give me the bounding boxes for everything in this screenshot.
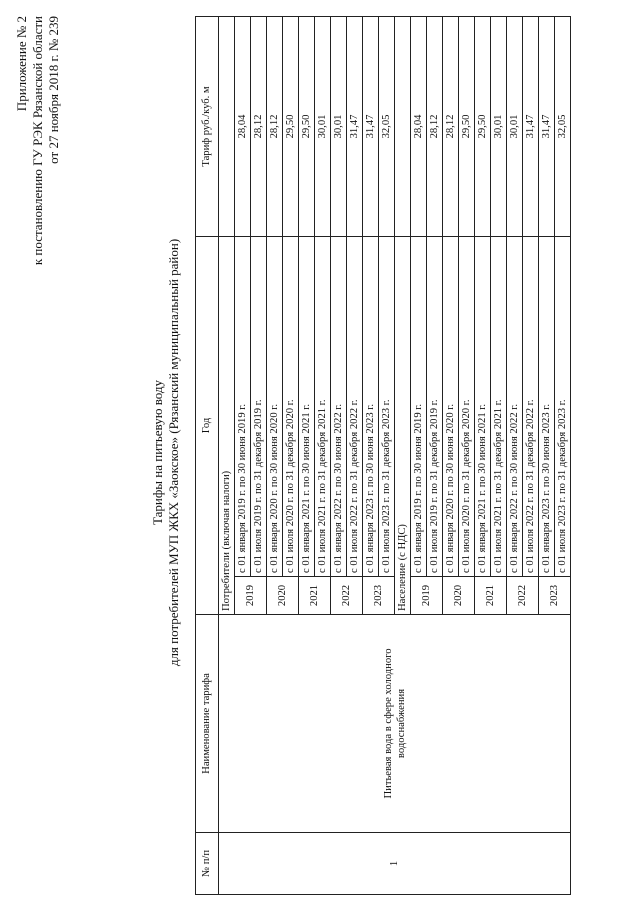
consumer-group-label: Потребители (включая налоги) xyxy=(219,236,235,614)
appendix-label: Приложение № 2 xyxy=(14,16,29,112)
tariff-value-cell: 29,50 xyxy=(459,16,475,236)
tariff-name: Питьевая вода в сфере холодного водоснабжения xyxy=(219,615,571,833)
period-cell: с 01 января 2022 г. по 30 июня 2022 г. xyxy=(331,236,347,576)
column-header-name: Наименование тарифа xyxy=(196,615,219,833)
table-body xyxy=(219,16,571,894)
period-cell: с 01 июля 2019 г. по 31 декабря 2019 г. xyxy=(251,236,267,576)
tariff-value-cell: 28,12 xyxy=(251,16,267,236)
tariff-value-cell: 32,05 xyxy=(555,16,571,236)
tariff-table xyxy=(195,16,571,895)
period-cell: с 01 января 2019 г. по 30 июня 2019 г. xyxy=(411,236,427,576)
period-cell: с 01 июля 2021 г. по 31 декабря 2021 г. xyxy=(491,236,507,576)
period-cell: с 01 июля 2020 г. по 31 декабря 2020 г. xyxy=(459,236,475,576)
period-cell: с 01 января 2021 г. по 30 июня 2021 г. xyxy=(299,236,315,576)
tariff-value-cell: 32,05 xyxy=(379,16,395,236)
period-cell: с 01 января 2022 г. по 30 июня 2022 г. xyxy=(507,236,523,576)
period-cell: с 01 января 2020 г. по 30 июня 2020 г. xyxy=(443,236,459,576)
year-cell: 2019 xyxy=(411,577,443,615)
tariff-value-cell: 30,01 xyxy=(507,16,523,236)
tariff-value-cell: 29,50 xyxy=(475,16,491,236)
year-cell: 2021 xyxy=(299,577,331,615)
tariff-value-cell: 31,47 xyxy=(539,16,555,236)
tariff-value-cell: 31,47 xyxy=(363,16,379,236)
tariff-value-cell: 31,47 xyxy=(523,16,539,236)
year-cell: 2022 xyxy=(507,577,539,615)
tariff-value-cell: 30,01 xyxy=(315,16,331,236)
period-cell: с 01 января 2021 г. по 30 июня 2021 г. xyxy=(475,236,491,576)
tariff-value-cell: 28,12 xyxy=(267,16,283,236)
period-cell: с 01 июля 2020 г. по 31 декабря 2020 г. xyxy=(283,236,299,576)
tariff-value-cell: 30,01 xyxy=(491,16,507,236)
period-cell: с 01 июля 2022 г. по 31 декабря 2022 г. xyxy=(347,236,363,576)
year-cell: 2020 xyxy=(443,577,475,615)
tariff-value-cell: 29,50 xyxy=(283,16,299,236)
year-cell: 2022 xyxy=(331,577,363,615)
year-cell: 2020 xyxy=(267,577,299,615)
period-cell: с 01 июля 2023 г. по 31 декабря 2023 г. xyxy=(379,236,395,576)
period-cell: с 01 июля 2023 г. по 31 декабря 2023 г. xyxy=(555,236,571,576)
tariff-value-cell: 28,12 xyxy=(427,16,443,236)
document-title: Тарифы на питьевую воду xyxy=(150,380,165,525)
period-cell: с 01 июля 2019 г. по 31 декабря 2019 г. xyxy=(427,236,443,576)
tariff-value-cell: 29,50 xyxy=(299,16,315,236)
group-row xyxy=(219,16,235,894)
decree-date: от 27 ноября 2018 г. № 239 xyxy=(46,16,61,164)
tariff-value-cell: 30,01 xyxy=(331,16,347,236)
group-tariff-empty xyxy=(219,16,235,236)
period-cell: с 01 января 2023 г. по 30 июня 2023 г. xyxy=(363,236,379,576)
tariff-value-cell: 31,47 xyxy=(347,16,363,236)
period-cell: с 01 января 2020 г. по 30 июня 2020 г. xyxy=(267,236,283,576)
tariff-value-cell: 28,04 xyxy=(235,16,251,236)
decree-reference: к постановлению ГУ РЭК Рязанской области xyxy=(30,16,45,266)
year-cell: 2019 xyxy=(235,577,267,615)
tariff-value-cell: 28,04 xyxy=(411,16,427,236)
table-header-row xyxy=(196,16,219,894)
document-subtitle: для потребителей МУП ЖКХ «Заокское» (Рязанский муниципальный район) xyxy=(166,238,181,667)
consumer-group-label: Население (с НДС) xyxy=(395,236,411,614)
year-cell: 2023 xyxy=(363,577,395,615)
group-tariff-empty xyxy=(395,16,411,236)
column-header-tariff: Тариф руб./куб. м xyxy=(196,16,219,236)
period-cell: с 01 июля 2021 г. по 31 декабря 2021 г. xyxy=(315,236,331,576)
period-cell: с 01 января 2023 г. по 30 июня 2023 г. xyxy=(539,236,555,576)
tariff-value-cell: 28,12 xyxy=(443,16,459,236)
column-header-year: Год xyxy=(196,236,219,614)
year-cell: 2023 xyxy=(539,577,571,615)
year-cell: 2021 xyxy=(475,577,507,615)
row-number: 1 xyxy=(219,833,571,895)
column-header-num: № п/п xyxy=(196,833,219,895)
period-cell: с 01 июля 2022 г. по 31 декабря 2022 г. xyxy=(523,236,539,576)
period-cell: с 01 января 2019 г. по 30 июня 2019 г. xyxy=(235,236,251,576)
